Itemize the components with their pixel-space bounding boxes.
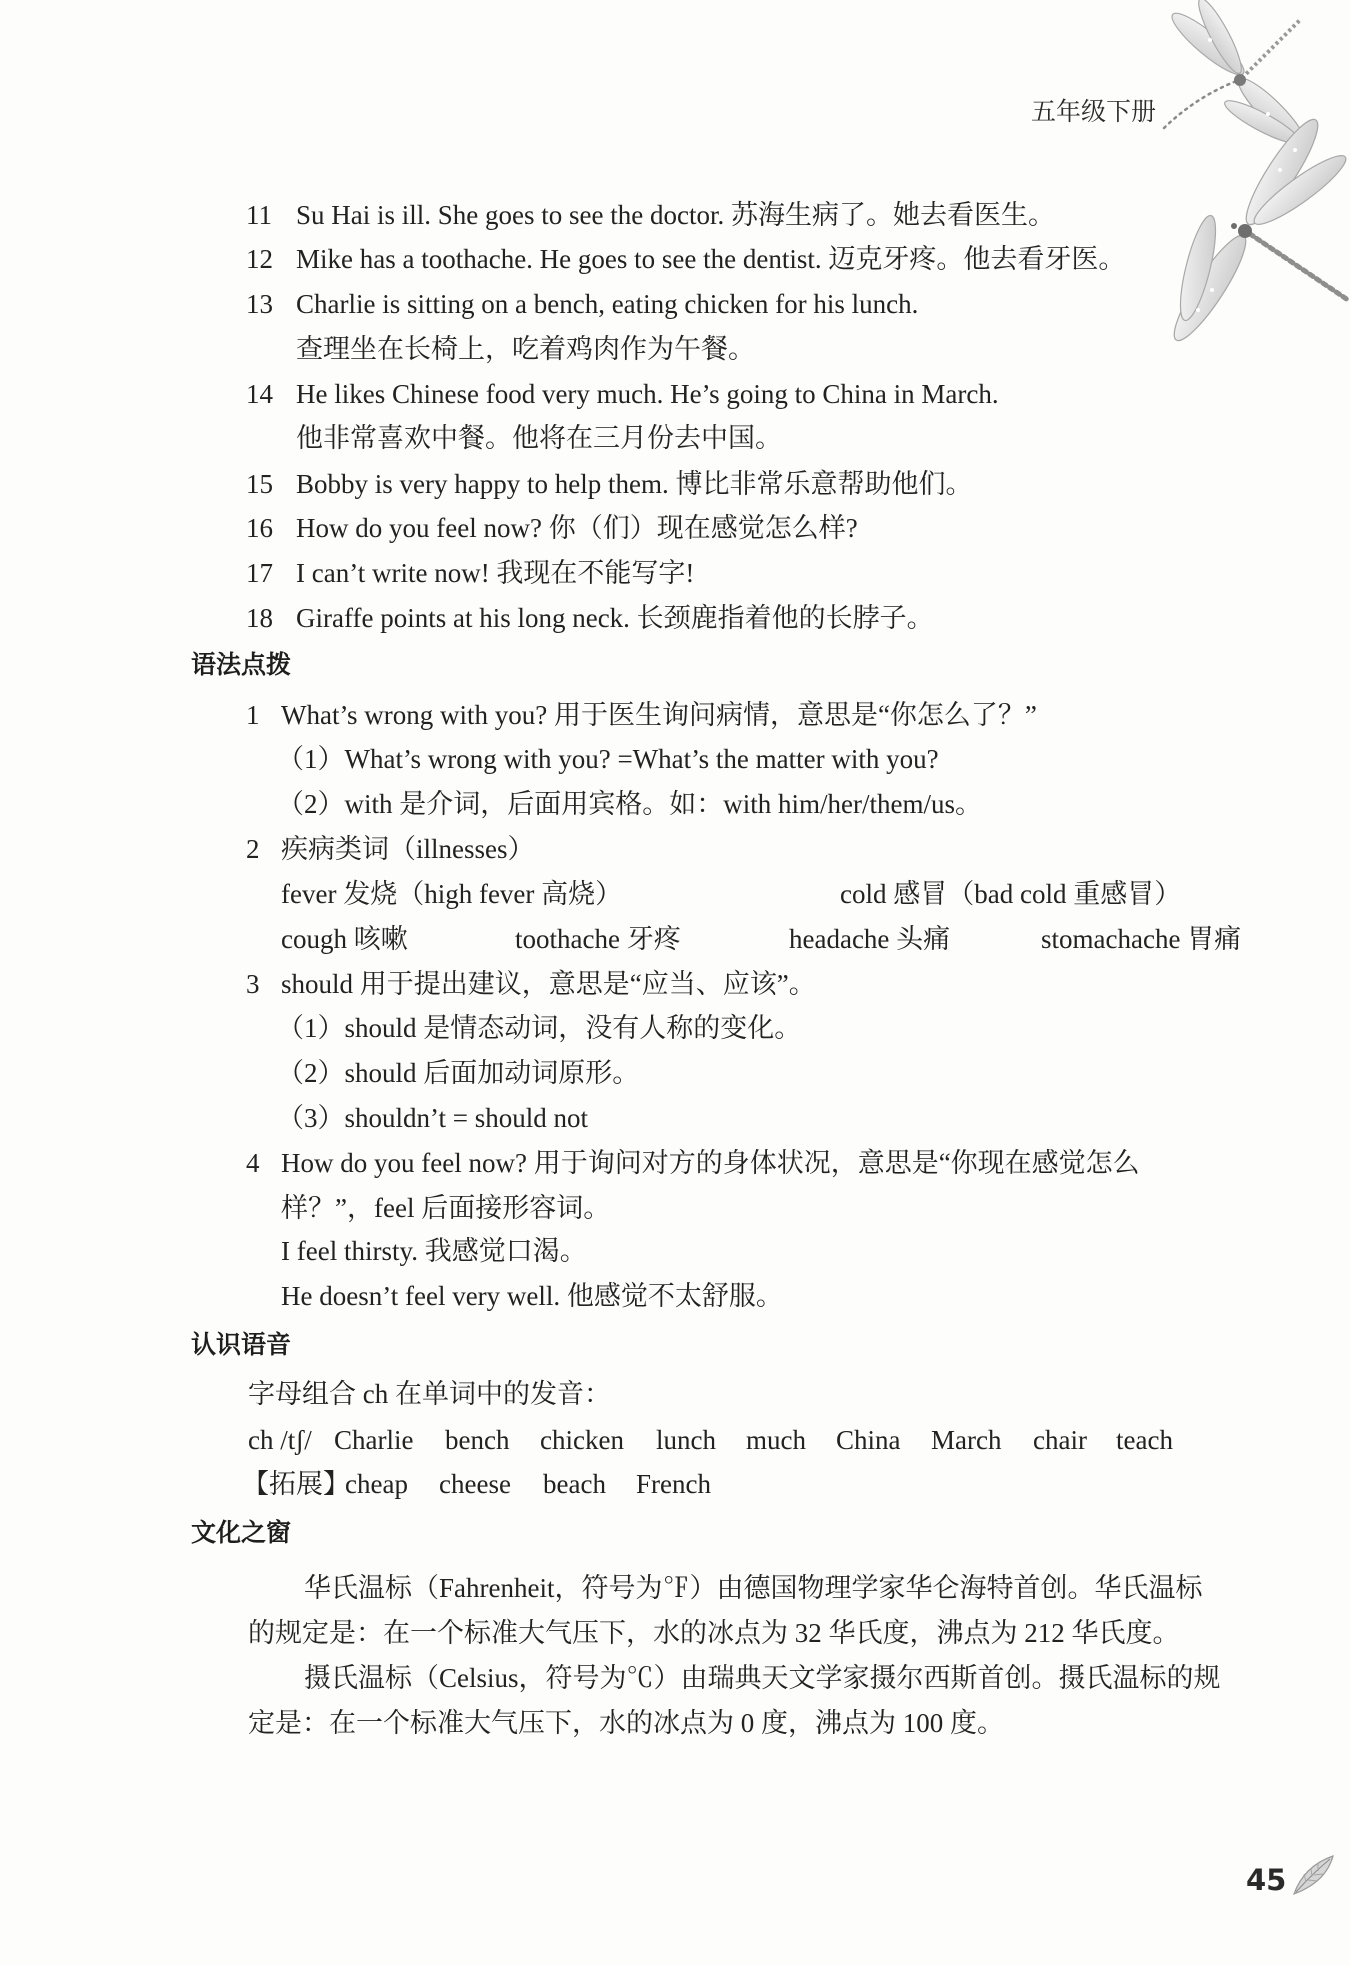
grammar-sub-point: （1）What’s wrong with you? =What’s the matter with you? xyxy=(277,744,939,774)
phonics-word: chair xyxy=(1033,1425,1087,1455)
grammar-sub-point: （2）with 是介词，后面用宾格。如：with him/her/them/us。 xyxy=(277,789,982,819)
sentence-number: 17 xyxy=(246,558,273,588)
extension-word: French xyxy=(636,1469,711,1499)
phonics-word: March xyxy=(931,1425,1002,1455)
sentence-number: 18 xyxy=(246,603,273,633)
grammar-point-number: 1 xyxy=(246,700,260,730)
sentence-number: 16 xyxy=(246,513,273,543)
illness-word: toothache 牙疼 xyxy=(515,924,681,954)
grammar-point-text: 疾病类词（illnesses） xyxy=(281,834,535,864)
phonics-word: teach xyxy=(1116,1425,1173,1455)
grammar-point-number: 3 xyxy=(246,969,260,999)
sentence-text: Bobby is very happy to help them. 博比非常乐意帮助他们。 xyxy=(296,469,973,499)
phonics-intro: 字母组合 ch 在单词中的发音： xyxy=(248,1379,611,1409)
grammar-point-number: 2 xyxy=(246,834,260,864)
sentence-number: 15 xyxy=(246,469,273,499)
culture-paragraph-line: 华氏温标（Fahrenheit，符号为℉）由德国物理学家华仑海特首创。华氏温标 xyxy=(304,1573,1203,1603)
illness-word: stomachache 胃痛 xyxy=(1041,924,1242,954)
phonics-word: lunch xyxy=(656,1425,716,1455)
sentence-text: He likes Chinese food very much. He’s going to China in March. xyxy=(296,379,999,409)
page-number: 45 xyxy=(1246,1863,1287,1897)
sentence-text: Giraffe points at his long neck. 长颈鹿指着他的长脖子。 xyxy=(296,603,934,633)
sentence-number: 11 xyxy=(246,200,272,230)
sentence-text: Charlie is sitting on a bench, eating chicken for his lunch. xyxy=(296,289,919,319)
phonics-word: bench xyxy=(445,1425,510,1455)
sentence-text: How do you feel now? 你（们）现在感觉怎么样? xyxy=(296,513,858,543)
extension-label: 【拓展】 xyxy=(242,1469,350,1499)
phonics-section-title: 认识语音 xyxy=(191,1330,292,1359)
grammar-point-text: 样？”，feel 后面接形容词。 xyxy=(281,1193,611,1223)
dragonfly-icon xyxy=(1150,0,1350,360)
phonics-sound: ch /tʃ/ xyxy=(248,1425,312,1455)
phonics-word: China xyxy=(836,1425,901,1455)
culture-section-title: 文化之窗 xyxy=(191,1518,292,1547)
sentence-translation: 查理坐在长椅上，吃着鸡肉作为午餐。 xyxy=(296,334,755,364)
grammar-sub-point: （2）should 后面加动词原形。 xyxy=(277,1058,640,1088)
grammar-point-number: 4 xyxy=(246,1148,260,1178)
grammar-point-text: should 用于提出建议，意思是“应当、应该”。 xyxy=(281,969,816,999)
grammar-point-text: How do you feel now? 用于询问对方的身体状况，意思是“你现在感觉怎么 xyxy=(281,1148,1140,1178)
illness-word: cough 咳嗽 xyxy=(281,924,408,954)
phonics-word: much xyxy=(746,1425,806,1455)
culture-paragraph-line: 定是：在一个标准大气压下，水的冰点为 0 度，沸点为 100 度。 xyxy=(248,1708,1004,1738)
grammar-sub-point: （3）shouldn’t = should not xyxy=(277,1103,589,1133)
sentence-text: I can’t write now! 我现在不能写字! xyxy=(296,558,695,588)
illness-word: fever 发烧（high fever 高烧） xyxy=(281,879,623,909)
grammar-example: He doesn’t feel very well. 他感觉不太舒服。 xyxy=(281,1281,783,1311)
grammar-sub-point: （1）should 是情态动词，没有人称的变化。 xyxy=(277,1013,802,1043)
sentence-text: Su Hai is ill. She goes to see the doctor. 苏海生病了。她去看医生。 xyxy=(296,200,1055,230)
extension-word: beach xyxy=(543,1469,606,1499)
sentence-number: 12 xyxy=(246,244,273,274)
phonics-word: chicken xyxy=(540,1425,624,1455)
leaf-icon xyxy=(1290,1852,1336,1898)
sentence-number: 13 xyxy=(246,289,273,319)
illness-word: headache 头痛 xyxy=(789,924,951,954)
culture-paragraph-line: 的规定是：在一个标准大气压下，水的冰点为 32 华氏度，沸点为 212 华氏度。 xyxy=(248,1618,1180,1648)
grade-label: 五年级下册 xyxy=(1031,97,1157,126)
grammar-point-text: What’s wrong with you? 用于医生询问病情，意思是“你怎么了？” xyxy=(281,700,1037,730)
phonics-word: Charlie xyxy=(334,1425,414,1455)
sentence-translation: 他非常喜欢中餐。他将在三月份去中国。 xyxy=(296,423,782,453)
culture-paragraph-line: 摄氏温标（Celsius，符号为℃）由瑞典天文学家摄尔西斯首创。摄氏温标的规 xyxy=(304,1663,1221,1693)
extension-word: cheese xyxy=(439,1469,511,1499)
illness-word: cold 感冒（bad cold 重感冒） xyxy=(840,879,1182,909)
grammar-section-title: 语法点拨 xyxy=(191,650,292,679)
grammar-example: I feel thirsty. 我感觉口渴。 xyxy=(281,1236,587,1266)
sentence-number: 14 xyxy=(246,379,273,409)
extension-word: cheap xyxy=(345,1469,408,1499)
sentence-text: Mike has a toothache. He goes to see the dentist. 迈克牙疼。他去看牙医。 xyxy=(296,244,1126,274)
